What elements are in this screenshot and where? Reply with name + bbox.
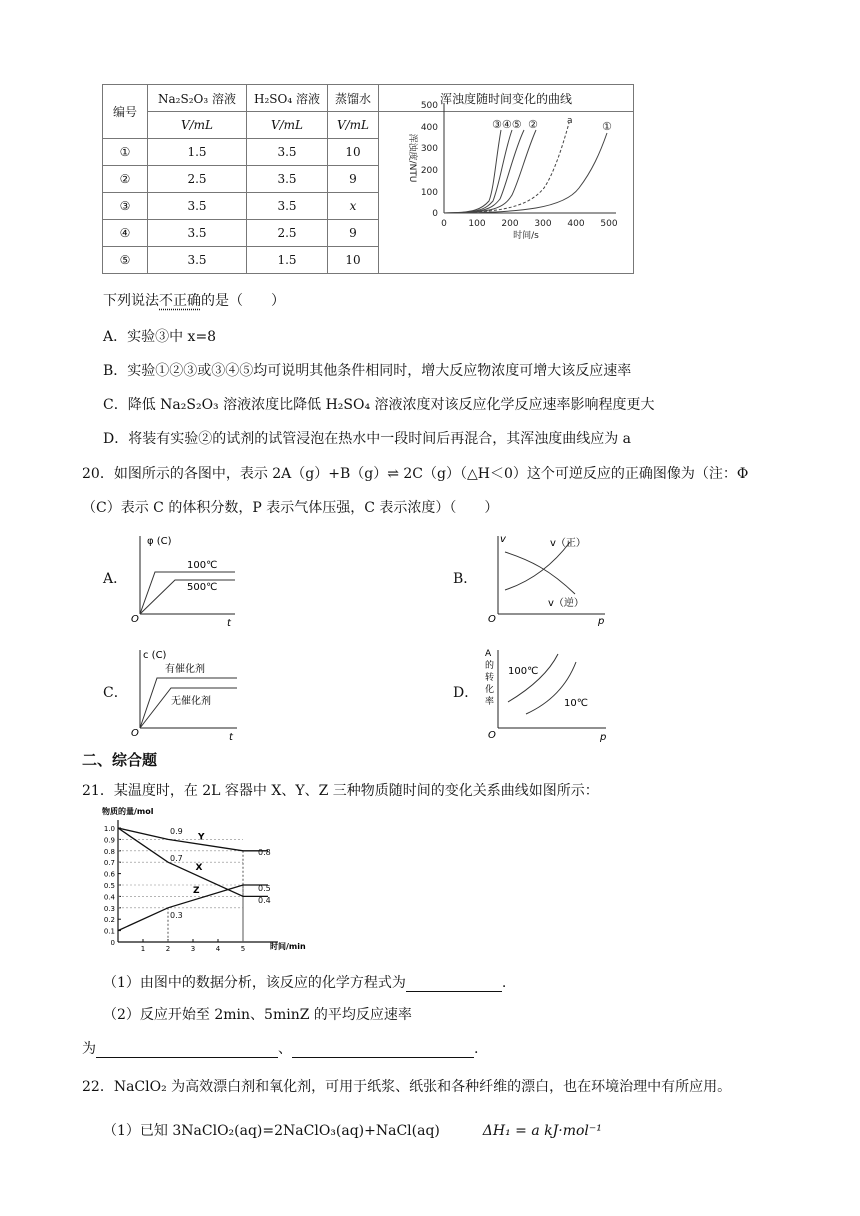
q21-annotation: 0.5 <box>258 884 271 893</box>
answer-blank[interactable] <box>292 1041 474 1058</box>
x-tick: 0 <box>441 219 447 229</box>
y-tick-label: 0.8 <box>103 847 115 856</box>
y-tick: 400 <box>420 123 438 133</box>
y-tick-label: 1.0 <box>103 825 115 833</box>
curve-label-a: a <box>567 116 573 126</box>
q20-option-d-label: D． <box>453 685 479 701</box>
series-label: Z <box>193 885 200 896</box>
graph-d-ylabel: 率 <box>485 697 495 707</box>
cell: 10 <box>328 247 379 274</box>
x-tick: 400 <box>567 219 585 229</box>
q20-option-b-label: B． <box>453 571 478 587</box>
cell: 1.5 <box>247 247 328 274</box>
cell: 2.5 <box>247 220 328 247</box>
q21-part2: （2）反应开始至 2min、5minZ 的平均反应速率 <box>103 1007 412 1023</box>
graph-b-ylabel: v <box>500 534 506 545</box>
y-tick-label: 0.5 <box>103 882 115 890</box>
cell: 3.5 <box>247 166 328 193</box>
q20-graph-a <box>125 532 245 628</box>
header-number: 编号 <box>103 85 148 139</box>
graph-b-label1: v（正） <box>550 538 586 549</box>
header-water: 蒸馏水 <box>328 85 379 112</box>
cell: 3.5 <box>247 193 328 220</box>
cell: x <box>328 193 379 220</box>
y-tick: 500 <box>420 101 438 111</box>
curve-4 <box>444 130 512 213</box>
unit-cell: V/mL <box>328 112 379 139</box>
graph-c-label1: 有催化剂 <box>165 664 205 675</box>
unit-cell: V/mL <box>247 112 328 139</box>
cell: 3.5 <box>247 139 328 166</box>
answer-blank[interactable] <box>406 975 502 992</box>
q21-annotation: 0.4 <box>258 896 271 905</box>
q21-stem: 21．某温度时，在 2L 容器中 X、Y、Z 三种物质随时间的变化关系曲线如图所示： <box>82 783 599 799</box>
curve-5 <box>444 130 524 213</box>
series-label: X <box>195 863 203 874</box>
q19-option-b: B．实验①②③或③④⑤均可说明其他条件相同时，增大反应物浓度可增大该反应速率 <box>103 363 632 379</box>
q20-option-c-label: C． <box>103 685 128 701</box>
q21-annotation: 0.9 <box>170 827 183 836</box>
curve-label-345: ③④⑤ <box>492 118 522 131</box>
cell: 9 <box>328 220 379 247</box>
x-tick-label: 4 <box>215 945 221 953</box>
q20-graph-d <box>478 642 616 742</box>
y-tick: 100 <box>420 188 438 198</box>
q20-option-a-label: A． <box>103 571 128 587</box>
graph-c-xlabel: t <box>229 732 233 743</box>
cell: 3.5 <box>148 193 247 220</box>
q22-stem: 22．NaClO₂ 为高效漂白剂和氧化剂，可用于纸浆、纸张和各种纤维的漂白，也在环境治理中有所应用。 <box>82 1079 732 1095</box>
curve-label-1: ① <box>602 120 612 133</box>
q20-graph-c <box>125 646 247 742</box>
experiment-table <box>102 84 634 274</box>
x-tick-label: 1 <box>140 945 146 953</box>
x-tick: 300 <box>534 219 552 229</box>
cell: 9 <box>328 166 379 193</box>
curve-1 <box>444 133 607 213</box>
q21-part2-answer: 为 、 . <box>82 1041 479 1057</box>
graph-a-label1: 100℃ <box>187 560 218 571</box>
x-tick: 100 <box>468 219 486 229</box>
graph-b-origin: O <box>488 614 496 625</box>
header-na2s2o3: Na₂S₂O₃ 溶液 <box>148 85 247 112</box>
q20-stem-line1: 20．如图所示的各图中，表示 2A（g）+B（g）⇌ 2C（g）（△H＜0）这个可逆反应的正确图像为（注：Φ <box>82 466 749 482</box>
curve-3 <box>444 130 501 213</box>
q19-option-c: C．降低 Na₂S₂O₃ 溶液浓度比降低 H₂SO₄ 溶液浓度对该反应化学反应速率影响程度更大 <box>103 397 655 413</box>
q21-annotation: 0.8 <box>258 848 271 857</box>
series-line-y <box>118 828 268 851</box>
unit-cell: V/mL <box>148 112 247 139</box>
q21-part1: （1）由图中的数据分析，该反应的化学方程式为 . <box>103 975 507 991</box>
y-tick-label: 0.4 <box>103 893 115 902</box>
y-tick-label: 0.2 <box>103 916 115 925</box>
row-id: ③ <box>103 193 148 220</box>
y-tick-label: 0.7 <box>103 859 115 868</box>
q21-x-axis-label: 时间/min <box>270 942 306 951</box>
x-tick-label: 2 <box>165 945 171 953</box>
graph-d-label1: 100℃ <box>508 666 539 677</box>
graph-d-ylabel: 化 <box>485 685 495 695</box>
graph-d-ylabel: 的 <box>485 661 495 671</box>
curve-2 <box>444 130 536 213</box>
graph-d-xlabel: p <box>600 732 607 743</box>
graph-c-label2: 无催化剂 <box>171 696 211 707</box>
row-id: ④ <box>103 220 148 247</box>
header-h2so4: H₂SO₄ 溶液 <box>247 85 328 112</box>
curve-v-forward <box>505 552 575 594</box>
y-tick-label: 0 <box>110 939 115 947</box>
cell: 1.5 <box>148 139 247 166</box>
y-tick-label: 0.3 <box>103 904 115 913</box>
graph-d-origin: O <box>488 730 496 741</box>
x-tick-label: 5 <box>240 945 246 953</box>
q20-stem-line2: （C）表示 C 的体积分数，P 表示气体压强，C 表示浓度）（ ） <box>82 500 499 516</box>
y-tick: 0 <box>432 209 438 219</box>
row-id: ⑤ <box>103 247 148 274</box>
graph-b-xlabel: p <box>598 616 605 627</box>
q21-annotation: 0.7 <box>170 854 183 863</box>
cell: 2.5 <box>148 166 247 193</box>
curve-chart-cell <box>379 101 634 274</box>
q19-option-a: A．实验③中 x=8 <box>103 329 217 345</box>
cell: 3.5 <box>148 220 247 247</box>
graph-c-origin: O <box>131 728 139 739</box>
y-tick-label: 0.6 <box>103 870 115 879</box>
graph-d-label2: 10℃ <box>564 698 588 709</box>
x-tick: 500 <box>600 219 618 229</box>
q21-chart <box>100 804 340 962</box>
answer-blank[interactable] <box>96 1041 278 1058</box>
x-tick-label: 3 <box>190 945 196 953</box>
header-curve: 浑浊度随时间变化的曲线 <box>379 85 634 112</box>
section-heading: 二、综合题 <box>82 751 158 769</box>
graph-a-ylabel: φ (C) <box>147 536 172 547</box>
curve-label-2: ② <box>528 118 538 131</box>
q22-equation: 3NaClO₂(aq)=2NaClO₃(aq)+NaCl(aq) <box>172 1123 440 1139</box>
cell: 3.5 <box>148 247 247 274</box>
curve-100c <box>508 654 558 702</box>
y-axis-label: 浑浊度/NTU <box>407 133 417 183</box>
graph-b-label2: v（逆） <box>548 598 584 609</box>
graph-a-xlabel: t <box>227 618 231 629</box>
curve-100c <box>140 572 235 614</box>
graph-a-label2: 500℃ <box>187 582 218 593</box>
graph-d-ylabel: A <box>485 649 492 659</box>
y-tick-label: 0.1 <box>103 927 115 936</box>
q20-graph-b <box>480 530 615 628</box>
q19-stem: 下列说法不正确的是（ ） <box>103 293 285 309</box>
x-axis-label: 时间/s <box>513 231 539 241</box>
curve-a <box>444 123 569 213</box>
q21-annotation: 0.3 <box>170 911 183 920</box>
row-id: ① <box>103 139 148 166</box>
q19-option-d: D．将装有实验②的试剂的试管浸泡在热水中一段时间后再混合，其浑浊度曲线应为 a <box>103 431 632 447</box>
graph-c-ylabel: c (C) <box>143 650 167 661</box>
q22-enthalpy: ΔH₁ = a kJ·mol⁻¹ <box>482 1123 602 1139</box>
y-tick: 200 <box>420 166 438 176</box>
graph-a-origin: O <box>131 614 139 625</box>
q22-part1: （1）已知 3NaClO₂(aq)=2NaClO₃(aq)+NaCl(aq) ΔH₁ = a kJ·mol⁻¹ <box>103 1123 602 1139</box>
y-tick: 300 <box>420 144 438 154</box>
y-tick-label: 0.9 <box>103 836 115 845</box>
turbidity-chart <box>379 101 633 268</box>
x-tick: 200 <box>501 219 519 229</box>
row-id: ② <box>103 166 148 193</box>
curve-without-catalyst <box>140 688 237 728</box>
q21-y-axis-label: 物质的量/mol <box>102 807 154 816</box>
graph-d-ylabel: 转 <box>485 673 495 683</box>
series-label: Y <box>198 832 205 843</box>
cell: 10 <box>328 139 379 166</box>
